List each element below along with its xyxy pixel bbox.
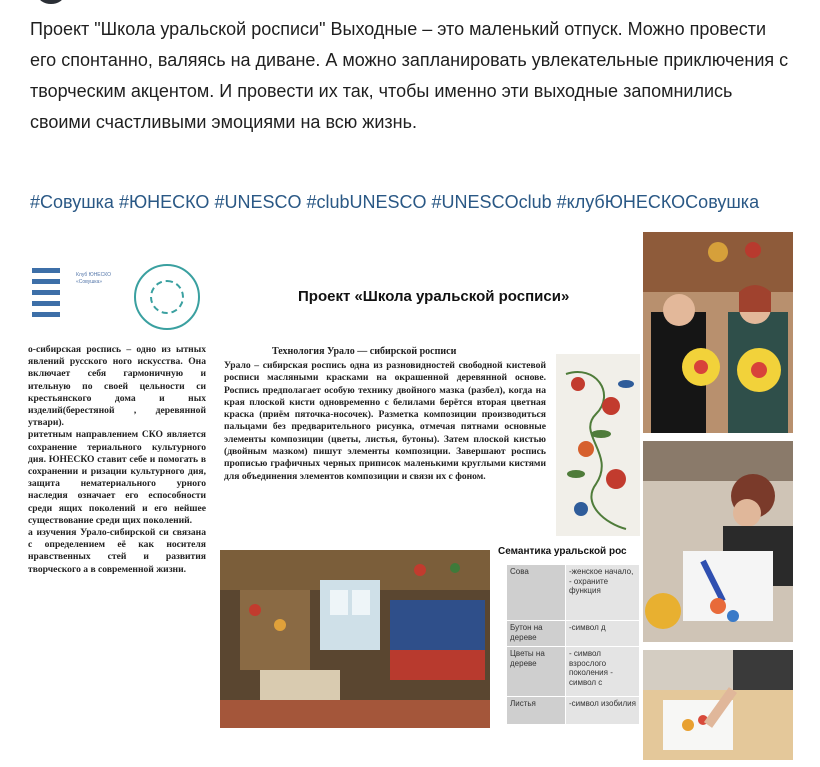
hashtag-link[interactable]: #UNESCO (214, 192, 302, 212)
photo-thumbnail[interactable] (643, 441, 793, 642)
hashtag-link[interactable]: #клубЮНЕСКОСовушка (556, 192, 760, 212)
logo-caption: Клуб ЮНЕСКО «Совушка» (76, 272, 111, 285)
ornament-painting (556, 354, 640, 536)
table-row (507, 621, 640, 647)
table-row (507, 647, 640, 697)
table-cell: -символ изобилия (566, 697, 640, 725)
technology-text: Урало – сибирская роспись одна из разновидностей свободной кистевой росписи масляными красками на окрашенной деревянной основе. Роспись предполагает особую технику двойного мазка (разбел), когда на края плоской кисти одновременно с белилами берётся вторая цветная краска (приём пяточка-носочек). Разметка композиции производиться пальцами без предварительного рисунка, отмечая пятнами основные элементы композиции (цветы, листья, бутоны). Затем плоской кистью (двойным мазком) пишут элементы композиции. Завершают роспись прописью графичных черных приписок маленькими круглыми кистями для объединения элементов композиции и связи их с фоном. (224, 360, 546, 482)
post-text: Проект "Школа уральской росписи" Выходные – это маленький отпуск. Можно провести его спонтанно, валяясь на диване. А можно запланировать увлекательные приключения с творческим акцентом. И провести их так, чтобы именно эти выходные запомнились своими счастливыми эмоциями на всю жизнь. (30, 19, 789, 132)
main-photo[interactable] (28, 232, 640, 732)
paragraph: а изучения Урало-сибирской си связана с определением её как носителя нравственных стей и развития творческого а в современной жизни. (28, 527, 206, 575)
interior-photo (220, 550, 490, 728)
table-row (507, 565, 640, 621)
document-title: Проект «Школа уральской росписи» (298, 288, 570, 305)
photo-thumbnail[interactable] (643, 650, 793, 760)
table-cell: Сова (507, 565, 566, 621)
table-cell: Бутон на дереве (507, 621, 566, 647)
hashtag-link[interactable]: #ЮНЕСКО (118, 192, 210, 212)
table-row (507, 697, 640, 725)
table-cell: -женское начало, - охраните функция (566, 565, 640, 621)
hashtag-link[interactable]: #Совушка (30, 192, 114, 212)
document-left-column (28, 344, 206, 576)
avatar[interactable] (38, 0, 64, 4)
hashtag-link[interactable]: #clubUNESCO (306, 192, 427, 212)
table-cell: Цветы на дереве (507, 647, 566, 697)
paragraph: о-сибирская роспись – одно из ытных явлений русского ного искусства. Она включает себя гармоничную и ительную по своей цельности си крестьянского дома и ных изделий(берестяной , деревянной утвари). (28, 344, 206, 429)
unesco-logo (32, 268, 60, 328)
hashtag-link[interactable]: #UNESCOclub (431, 192, 552, 212)
hashtags (30, 189, 759, 215)
table-cell: -символ д (566, 621, 640, 647)
table-cell: Листья (507, 697, 566, 725)
photo-thumbnail[interactable] (643, 232, 793, 433)
paragraph: ритетным направлением СКО является сохранение териального культурного дия. ЮНЕСКО ставит себе и помогать в сохранении и ризации культурного дия, защита нематериального урного наследия означает его еспособности среди ящих поколений и его нейшее существование среди щих поколений. (28, 429, 206, 526)
photo-gallery (0, 232, 820, 767)
club-emblem-icon (134, 264, 200, 330)
semantic-table (506, 564, 640, 725)
table-cell: - символ взрослого поколения - символ с (566, 647, 640, 697)
semantic-table-title: Семантика уральской рос (498, 546, 627, 557)
technology-heading: Технология Урало — сибирской росписи (272, 346, 457, 357)
